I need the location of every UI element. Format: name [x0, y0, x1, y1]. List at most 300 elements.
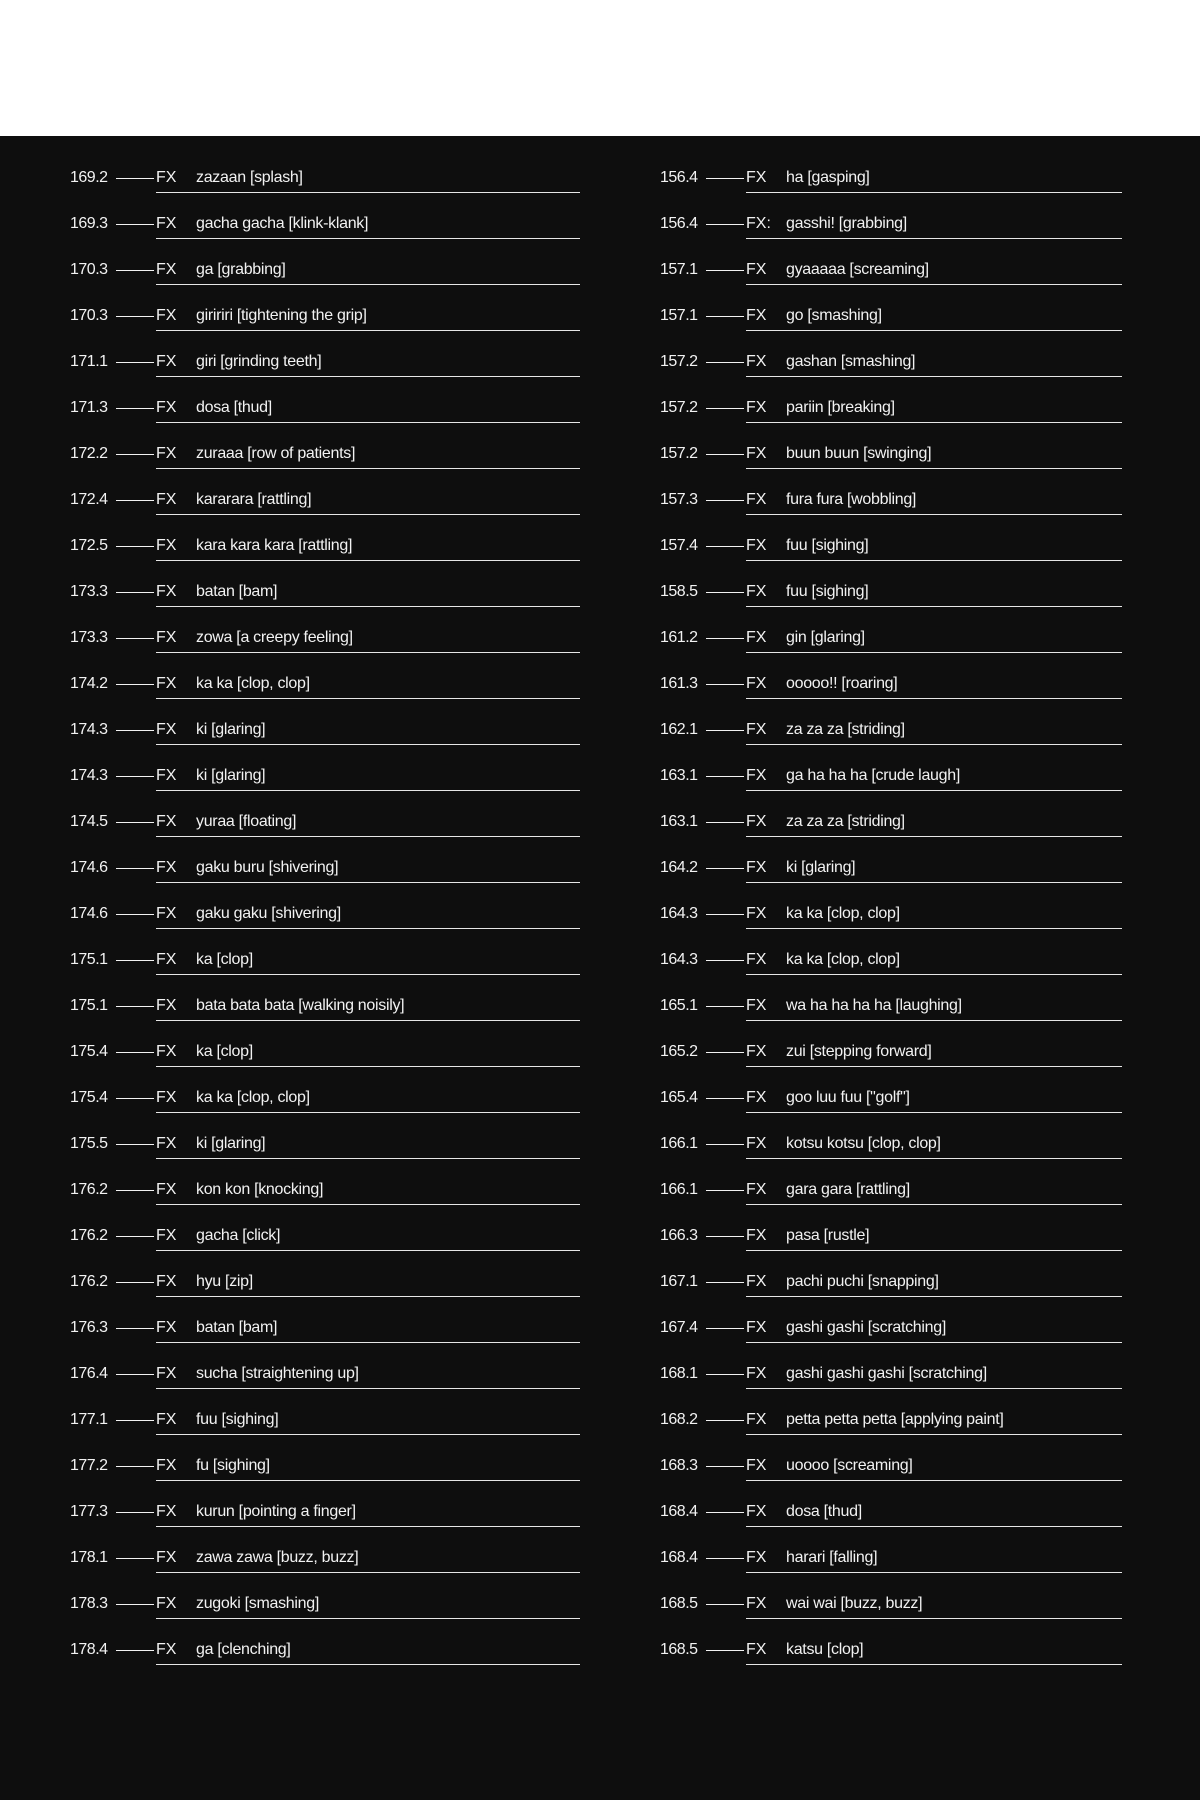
page-reference: 161.2: [660, 629, 698, 646]
page-reference: 157.1: [660, 261, 698, 278]
fx-label: FX: [156, 445, 177, 462]
fx-label: FX:: [746, 215, 771, 232]
fx-entry: [660, 306, 1122, 352]
fx-label: FX: [746, 721, 767, 738]
leader-line: [706, 1512, 744, 1513]
fx-entry: [70, 490, 580, 536]
page-reference: 168.2: [660, 1411, 698, 1428]
fx-translation: zawa zawa [buzz, buzz]: [196, 1549, 359, 1566]
fx-entry: [660, 260, 1122, 306]
leader-line: [116, 1650, 154, 1651]
leader-line: [116, 776, 154, 777]
leader-line: [706, 546, 744, 547]
fx-entry: [70, 720, 580, 766]
leader-line: [706, 914, 744, 915]
fx-label: FX: [156, 261, 177, 278]
entry-underline: [746, 1158, 1122, 1159]
fx-translation: ki [glaring]: [196, 767, 266, 784]
leader-line: [706, 592, 744, 593]
entry-underline: [746, 1618, 1122, 1619]
fx-label: FX: [156, 859, 177, 876]
fx-translation: fuu [sighing]: [786, 537, 869, 554]
entry-underline: [156, 560, 580, 561]
page-reference: 157.4: [660, 537, 698, 554]
fx-entry: [70, 1318, 580, 1364]
page-reference: 164.3: [660, 951, 698, 968]
entry-underline: [156, 1204, 580, 1205]
page-reference: 166.1: [660, 1181, 698, 1198]
fx-translation: gara gara [rattling]: [786, 1181, 910, 1198]
fx-entry: [660, 674, 1122, 720]
fx-translation: katsu [clop]: [786, 1641, 864, 1658]
fx-translation: ki [glaring]: [196, 721, 266, 738]
fx-translation: zui [stepping forward]: [786, 1043, 932, 1060]
page-reference: 165.4: [660, 1089, 698, 1106]
page-reference: 169.3: [70, 215, 108, 232]
fx-entry: [70, 674, 580, 720]
fx-entry: [660, 628, 1122, 674]
entry-underline: [156, 284, 580, 285]
page-reference: 174.6: [70, 859, 108, 876]
fx-translation: dosa [thud]: [196, 399, 272, 416]
leader-line: [116, 914, 154, 915]
fx-entry: [660, 858, 1122, 904]
entry-underline: [156, 744, 580, 745]
entry-underline: [746, 1020, 1122, 1021]
fx-label: FX: [746, 813, 767, 830]
entry-underline: [156, 330, 580, 331]
entry-underline: [746, 1664, 1122, 1665]
page-reference: 168.4: [660, 1503, 698, 1520]
leader-line: [116, 178, 154, 179]
leader-line: [116, 1144, 154, 1145]
fx-label: FX: [746, 1135, 767, 1152]
fx-translation: gyaaaaa [screaming]: [786, 261, 929, 278]
fx-entry: [660, 904, 1122, 950]
entry-underline: [156, 376, 580, 377]
leader-line: [116, 362, 154, 363]
fx-translation: batan [bam]: [196, 1319, 278, 1336]
entry-underline: [156, 1526, 580, 1527]
fx-translation: batan [bam]: [196, 583, 278, 600]
fx-label: FX: [156, 1319, 177, 1336]
fx-entry: [70, 1180, 580, 1226]
fx-translation: ga ha ha ha [crude laugh]: [786, 767, 960, 784]
fx-entry: [70, 628, 580, 674]
page-reference: 176.2: [70, 1273, 108, 1290]
fx-translation: fuu [sighing]: [786, 583, 869, 600]
fx-entry: [70, 996, 580, 1042]
page-reference: 170.3: [70, 307, 108, 324]
fx-entry: [660, 1134, 1122, 1180]
fx-entry: [70, 398, 580, 444]
page-reference: 177.1: [70, 1411, 108, 1428]
page-reference: 164.2: [660, 859, 698, 876]
page-reference: 177.3: [70, 1503, 108, 1520]
leader-line: [706, 684, 744, 685]
fx-label: FX: [746, 1641, 767, 1658]
leader-line: [116, 408, 154, 409]
fx-label: FX: [156, 951, 177, 968]
leader-line: [706, 408, 744, 409]
leader-line: [116, 638, 154, 639]
page-reference: 168.4: [660, 1549, 698, 1566]
fx-entry: [70, 1640, 580, 1686]
page-reference: 165.2: [660, 1043, 698, 1060]
fx-label: FX: [156, 629, 177, 646]
fx-translation: zazaan [splash]: [196, 169, 303, 186]
fx-entry: [660, 536, 1122, 582]
fx-translation: ka ka [clop, clop]: [196, 1089, 310, 1106]
page-reference: 170.3: [70, 261, 108, 278]
page-reference: 172.4: [70, 491, 108, 508]
entry-underline: [156, 1572, 580, 1573]
entry-underline: [156, 1296, 580, 1297]
entry-underline: [746, 1526, 1122, 1527]
entry-underline: [156, 1664, 580, 1665]
leader-line: [706, 1190, 744, 1191]
page-reference: 175.4: [70, 1043, 108, 1060]
page-reference: 168.5: [660, 1641, 698, 1658]
page-reference: 163.1: [660, 767, 698, 784]
leader-line: [116, 1558, 154, 1559]
entry-underline: [156, 1480, 580, 1481]
entry-underline: [156, 468, 580, 469]
page-reference: 175.1: [70, 997, 108, 1014]
fx-entry: [70, 766, 580, 812]
page-reference: 175.1: [70, 951, 108, 968]
leader-line: [706, 1282, 744, 1283]
fx-translation: kara kara kara [rattling]: [196, 537, 353, 554]
fx-entry: [660, 1594, 1122, 1640]
fx-translation: gacha [click]: [196, 1227, 281, 1244]
fx-entry: [660, 1042, 1122, 1088]
fx-label: FX: [746, 997, 767, 1014]
leader-line: [116, 1420, 154, 1421]
fx-translation: yuraa [floating]: [196, 813, 297, 830]
fx-entry: [70, 858, 580, 904]
leader-line: [706, 1006, 744, 1007]
fx-entry: [70, 1272, 580, 1318]
fx-entry: [70, 214, 580, 260]
entry-underline: [746, 1204, 1122, 1205]
fx-translation: hyu [zip]: [196, 1273, 253, 1290]
fx-label: FX: [746, 1181, 767, 1198]
fx-entry: [660, 1502, 1122, 1548]
entry-underline: [156, 836, 580, 837]
fx-label: FX: [156, 813, 177, 830]
page-reference: 168.3: [660, 1457, 698, 1474]
fx-entry: [660, 996, 1122, 1042]
fx-entry: [660, 490, 1122, 536]
entry-underline: [156, 698, 580, 699]
fx-label: FX: [156, 491, 177, 508]
fx-entry: [70, 1134, 580, 1180]
entry-underline: [156, 192, 580, 193]
page-reference: 161.3: [660, 675, 698, 692]
entry-underline: [746, 698, 1122, 699]
fx-translation: ka [clop]: [196, 1043, 253, 1060]
page-reference: 176.2: [70, 1181, 108, 1198]
leader-line: [116, 592, 154, 593]
entry-underline: [156, 606, 580, 607]
leader-line: [706, 1144, 744, 1145]
fx-label: FX: [746, 1365, 767, 1382]
fx-entry: [660, 1640, 1122, 1686]
leader-line: [706, 638, 744, 639]
page-reference: 173.3: [70, 583, 108, 600]
entry-underline: [156, 238, 580, 239]
entry-underline: [746, 606, 1122, 607]
page-reference: 167.4: [660, 1319, 698, 1336]
leader-line: [116, 1052, 154, 1053]
fx-entry: [70, 536, 580, 582]
page-reference: 178.1: [70, 1549, 108, 1566]
entry-underline: [746, 652, 1122, 653]
fx-translation: ga [clenching]: [196, 1641, 291, 1658]
fx-entry: [70, 812, 580, 858]
leader-line: [706, 1328, 744, 1329]
leader-line: [116, 1006, 154, 1007]
fx-label: FX: [746, 261, 767, 278]
entry-underline: [156, 514, 580, 515]
fx-translation: gaku buru [shivering]: [196, 859, 339, 876]
leader-line: [706, 960, 744, 961]
fx-translation: wa ha ha ha ha [laughing]: [786, 997, 962, 1014]
entry-underline: [156, 928, 580, 929]
leader-line: [706, 1374, 744, 1375]
fx-entry: [70, 306, 580, 352]
entry-underline: [156, 1066, 580, 1067]
fx-entry: [70, 950, 580, 996]
fx-translation: za za za [striding]: [786, 721, 905, 738]
leader-line: [706, 500, 744, 501]
fx-translation: ooooo!! [roaring]: [786, 675, 898, 692]
fx-translation: kotsu kotsu [clop, clop]: [786, 1135, 941, 1152]
entry-underline: [746, 1112, 1122, 1113]
fx-translation: kararara [rattling]: [196, 491, 312, 508]
fx-translation: fu [sighing]: [196, 1457, 270, 1474]
fx-label: FX: [156, 905, 177, 922]
leader-line: [706, 454, 744, 455]
fx-label: FX: [746, 1319, 767, 1336]
leader-line: [706, 1052, 744, 1053]
page-reference: 171.3: [70, 399, 108, 416]
leader-line: [706, 1420, 744, 1421]
page-reference: 176.4: [70, 1365, 108, 1382]
page-reference: 168.1: [660, 1365, 698, 1382]
fx-label: FX: [156, 1365, 177, 1382]
fx-label: FX: [746, 1273, 767, 1290]
fx-entry: [660, 168, 1122, 214]
page-reference: 172.5: [70, 537, 108, 554]
fx-translation: gashi gashi [scratching]: [786, 1319, 947, 1336]
entry-underline: [746, 1434, 1122, 1435]
page-reference: 168.5: [660, 1595, 698, 1612]
fx-translation: ki [glaring]: [786, 859, 856, 876]
leader-line: [116, 822, 154, 823]
entry-underline: [156, 1342, 580, 1343]
fx-label: FX: [156, 353, 177, 370]
page-reference: 175.5: [70, 1135, 108, 1152]
fx-label: FX: [746, 905, 767, 922]
page-reference: 174.3: [70, 767, 108, 784]
page-reference: 174.6: [70, 905, 108, 922]
entry-underline: [746, 376, 1122, 377]
fx-entry: [660, 1088, 1122, 1134]
fx-entry: [70, 168, 580, 214]
page-reference: 167.1: [660, 1273, 698, 1290]
leader-line: [706, 1236, 744, 1237]
fx-entry: [660, 950, 1122, 996]
fx-entry: [70, 352, 580, 398]
fx-label: FX: [156, 169, 177, 186]
entry-underline: [746, 790, 1122, 791]
fx-entry: [70, 582, 580, 628]
fx-label: FX: [746, 675, 767, 692]
fx-label: FX: [156, 997, 177, 1014]
fx-label: FX: [156, 1181, 177, 1198]
entry-underline: [746, 836, 1122, 837]
entry-underline: [156, 974, 580, 975]
fx-entry: [660, 352, 1122, 398]
entry-underline: [746, 238, 1122, 239]
fx-label: FX: [746, 1595, 767, 1612]
fx-translation: ka ka [clop, clop]: [196, 675, 310, 692]
fx-translation: zowa [a creepy feeling]: [196, 629, 353, 646]
leader-line: [116, 270, 154, 271]
fx-entry: [660, 1180, 1122, 1226]
entry-underline: [156, 1618, 580, 1619]
fx-translation: go [smashing]: [786, 307, 882, 324]
entry-underline: [156, 1020, 580, 1021]
fx-label: FX: [156, 1641, 177, 1658]
fx-translation: harari [falling]: [786, 1549, 878, 1566]
leader-line: [706, 1098, 744, 1099]
right-fx-column: [660, 168, 1122, 1686]
entry-underline: [156, 1434, 580, 1435]
entry-underline: [746, 514, 1122, 515]
fx-translation: wai wai [buzz, buzz]: [786, 1595, 923, 1612]
leader-line: [706, 1558, 744, 1559]
leader-line: [116, 1512, 154, 1513]
leader-line: [706, 776, 744, 777]
page-reference: 171.1: [70, 353, 108, 370]
fx-label: FX: [746, 629, 767, 646]
fx-label: FX: [746, 1043, 767, 1060]
page-reference: 178.4: [70, 1641, 108, 1658]
leader-line: [116, 1328, 154, 1329]
fx-entry: [70, 1410, 580, 1456]
fx-label: FX: [156, 307, 177, 324]
page-reference: 165.1: [660, 997, 698, 1014]
fx-translation: giri [grinding teeth]: [196, 353, 322, 370]
entry-underline: [746, 744, 1122, 745]
entry-underline: [746, 1342, 1122, 1343]
fx-label: FX: [156, 583, 177, 600]
page-reference: 175.4: [70, 1089, 108, 1106]
fx-entry: [660, 1272, 1122, 1318]
fx-translation: goo luu fuu ["golf"]: [786, 1089, 910, 1106]
entry-underline: [156, 790, 580, 791]
page-reference: 157.1: [660, 307, 698, 324]
entry-underline: [746, 882, 1122, 883]
leader-line: [116, 546, 154, 547]
fx-label: FX: [156, 1273, 177, 1290]
leader-line: [706, 270, 744, 271]
page-reference: 157.2: [660, 445, 698, 462]
fx-label: FX: [746, 1503, 767, 1520]
entry-underline: [156, 422, 580, 423]
fx-entry: [660, 812, 1122, 858]
fx-label: FX: [746, 1227, 767, 1244]
leader-line: [116, 316, 154, 317]
entry-underline: [746, 1388, 1122, 1389]
entry-underline: [746, 192, 1122, 193]
fx-translation: ka ka [clop, clop]: [786, 951, 900, 968]
fx-entry: [660, 720, 1122, 766]
fx-label: FX: [746, 1457, 767, 1474]
fx-entry: [70, 1088, 580, 1134]
fx-label: FX: [156, 1135, 177, 1152]
fx-translation: dosa [thud]: [786, 1503, 862, 1520]
page-reference: 157.2: [660, 353, 698, 370]
fx-entry: [660, 1410, 1122, 1456]
page-reference: 177.2: [70, 1457, 108, 1474]
entry-underline: [746, 560, 1122, 561]
fx-translation: fura fura [wobbling]: [786, 491, 917, 508]
entry-underline: [746, 928, 1122, 929]
fx-translation: fuu [sighing]: [196, 1411, 279, 1428]
entry-underline: [746, 1480, 1122, 1481]
fx-translation: buun buun [swinging]: [786, 445, 932, 462]
fx-label: FX: [746, 307, 767, 324]
page-reference: 172.2: [70, 445, 108, 462]
entry-underline: [746, 1250, 1122, 1251]
fx-entry: [70, 1042, 580, 1088]
fx-label: FX: [746, 537, 767, 554]
leader-line: [116, 224, 154, 225]
page-reference: 174.5: [70, 813, 108, 830]
entry-underline: [746, 422, 1122, 423]
fx-label: FX: [156, 1227, 177, 1244]
fx-translation: pariin [breaking]: [786, 399, 895, 416]
fx-label: FX: [746, 353, 767, 370]
fx-label: FX: [156, 1411, 177, 1428]
fx-entry: [660, 398, 1122, 444]
leader-line: [706, 868, 744, 869]
fx-entry: [660, 214, 1122, 260]
fx-translation: ka [clop]: [196, 951, 253, 968]
leader-line: [116, 500, 154, 501]
fx-label: FX: [746, 767, 767, 784]
page-reference: 176.2: [70, 1227, 108, 1244]
entry-underline: [156, 1158, 580, 1159]
leader-line: [116, 1604, 154, 1605]
fx-translation: pachi puchi [snapping]: [786, 1273, 939, 1290]
page-reference: 157.3: [660, 491, 698, 508]
page-reference: 156.4: [660, 169, 698, 186]
entry-underline: [156, 1250, 580, 1251]
fx-translation: gaku gaku [shivering]: [196, 905, 341, 922]
page-reference: 176.3: [70, 1319, 108, 1336]
entry-underline: [746, 330, 1122, 331]
leader-line: [706, 178, 744, 179]
fx-entry: [660, 766, 1122, 812]
entry-underline: [156, 882, 580, 883]
fx-entry: [70, 1456, 580, 1502]
fx-translation: uoooo [screaming]: [786, 1457, 913, 1474]
